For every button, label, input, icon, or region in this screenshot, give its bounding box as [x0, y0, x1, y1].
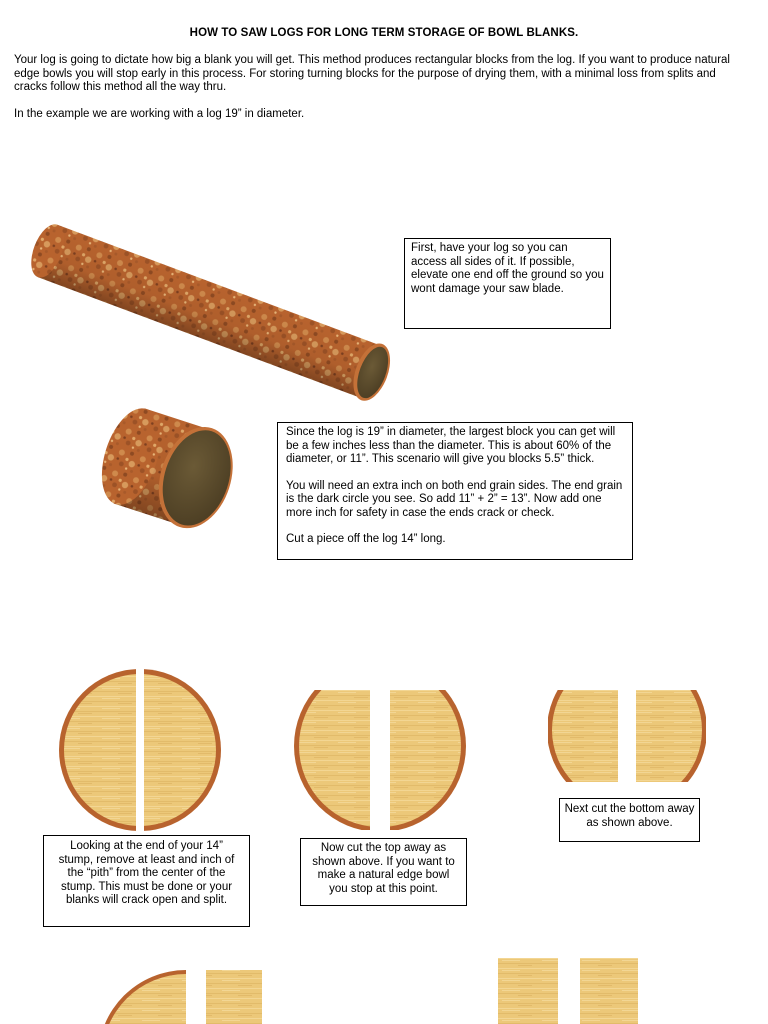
split-round-illustration — [56, 666, 224, 834]
step-2-paragraph-1: Since the log is 19” in diameter, the largest block you can get will be a few inches less than the diameter. This is about 60% of the diameter, or 11”. This scenario will give you blocks 5.5” thick. — [286, 426, 616, 465]
stump-illustration — [92, 398, 252, 548]
step-3-callout — [43, 835, 250, 927]
step-4-text: Now cut the top away as shown above. If you want to make a natural edge bowl you stop at this point. — [312, 842, 455, 895]
step-5-callout — [559, 798, 700, 842]
side-trim-blocks-illustration — [96, 968, 266, 1024]
step-3-text: Looking at the end of your 14” stump, remove at least and inch of the “pith” from the center of the stump. This must be done or your blanks will crack open and split. — [58, 840, 235, 906]
step-1-callout — [404, 238, 611, 329]
top-cut-halves-illustration — [292, 690, 468, 830]
example-paragraph: In the example we are working with a log 19” in diameter. — [14, 108, 305, 120]
step-2-paragraph-2: You will need an extra inch on both end grain sides. The end grain is the dark circle you see. So add 11” + 2” = 13”. Now add one more inch for safety in case the ends crack or check. — [286, 479, 623, 519]
step-2-paragraph-3: Cut a piece off the log 14” long. — [286, 533, 446, 545]
document-title: HOW TO SAW LOGS FOR LONG TERM STORAGE OF BOWL BLANKS. — [189, 27, 579, 39]
step-1-text: First, have your log so you can access all sides of it. If possible, elevate one end off the ground so you wont damage your saw blade. — [411, 242, 604, 295]
final-blocks-illustration — [496, 958, 642, 1024]
step-4-callout — [300, 838, 467, 906]
step-5-text: Next cut the bottom away as shown above. — [564, 803, 695, 829]
step-2-callout — [277, 422, 633, 560]
intro-paragraph: Your log is going to dictate how big a blank you will get. This method produces rectangular blocks from the log. If you want to produce natural edge bowls you will stop early in this process. For storing turning blocks for the purpose of drying them, with a minimal loss from splits and cracks follow this method all the way thru. — [14, 54, 730, 93]
long-log-illustration — [28, 210, 408, 380]
bottom-cut-halves-illustration — [548, 690, 706, 782]
